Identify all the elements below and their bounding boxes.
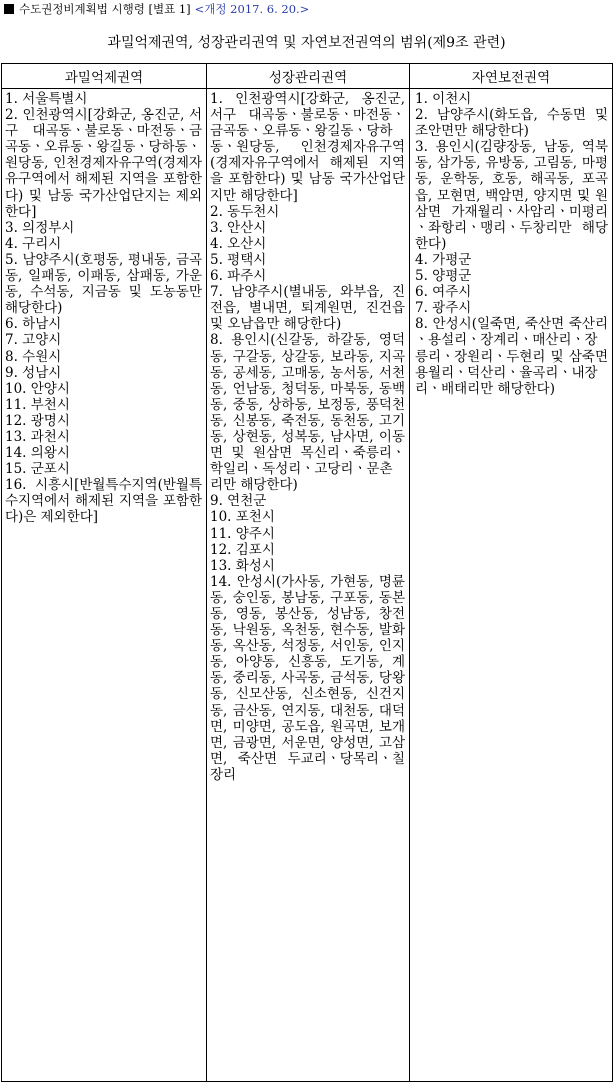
overcrowding-list-item: 1. 서울특별시 — [5, 91, 88, 107]
page-title: 과밀억제권역, 성장관리권역 및 자연보전권역의 범위(제9조 관련) — [107, 35, 506, 51]
overcrowding-list-item: 10. 안양시 — [5, 380, 70, 397]
conservation-list-item: 1. 이천시 — [415, 91, 472, 107]
conservation-list-item: 5. 양평군 — [415, 268, 472, 285]
overcrowding-list-item: 6. 하남시 — [5, 316, 62, 333]
growth-list-item: 7. 남양주시(별내동, 와부읍, 진전읍, 별내면, 퇴계원면, 진건읍 및 오남읍만 해당한다) — [210, 284, 405, 333]
overcrowding-list-item: 2. 인천광역시[강화군, 옹진군, 서구 대곡동ㆍ불로동ㆍ마전동ㆍ금곡동ㆍ오류동ㆍ왕길동ㆍ당하동ㆍ원당동, 인천경제자유구역(경제자유구역에서 해제된 지역을 포함한다) 및 남동 국가산업단지는 제외한다] — [5, 107, 202, 220]
column-header-conservation: 자연보전권역 — [410, 64, 613, 89]
conservation-list-item: 6. 여주시 — [415, 284, 472, 301]
overcrowding-list-item: 13. 과천시 — [5, 428, 70, 445]
growth-list — [210, 91, 405, 783]
law-title: 수도권정비계획법 시행령 [별표 1] — [19, 2, 191, 16]
growth-list-item: 1. 인천광역시[강화군, 옹진군, 서구 대곡동ㆍ불로동ㆍ마전동ㆍ금곡동ㆍ오류동ㆍ왕길동ㆍ당하동ㆍ원당동, 인천경제자유구역(경제자유구역에서 해제된 지역을 포함한다) 및 남동 국가산업단지만 해당한다] — [210, 91, 405, 204]
growth-list-item: 3. 안산시 — [210, 219, 267, 236]
overcrowding-list-item: 15. 군포시 — [5, 461, 70, 478]
overcrowding-list — [5, 91, 202, 526]
overcrowding-list-item: 3. 의정부시 — [5, 219, 75, 236]
overcrowding-list-item: 9. 성남시 — [5, 364, 62, 381]
table-row — [2, 89, 613, 1082]
growth-list-item: 2. 동두천시 — [210, 203, 280, 220]
region-table — [1, 63, 613, 1082]
growth-list-item: 10. 포천시 — [210, 509, 275, 526]
overcrowding-list-item: 16. 시흥시[반월특수지역(반월특수지역에서 해제된 지역을 포함한다)은 제외한다] — [5, 477, 202, 526]
overcrowding-list-item: 11. 부천시 — [5, 396, 70, 413]
overcrowding-list-item: 4. 구리시 — [5, 235, 62, 252]
square-bullet-icon — [4, 4, 14, 14]
conservation-list-item: 2. 남양주시(화도읍, 수동면 및 조안면만 해당한다) — [415, 107, 608, 140]
growth-cell — [207, 89, 410, 1082]
table-header-row — [2, 64, 613, 89]
overcrowding-list-item: 14. 의왕시 — [5, 445, 70, 462]
conservation-list — [415, 91, 608, 397]
growth-list-item: 14. 안성시(가사동, 가현동, 명륜동, 숭인동, 봉남동, 구포동, 동본동, 영동, 봉산동, 성남동, 창전동, 낙원동, 옥천동, 현수동, 발화동, 옥산동, 석정동, 서인동, 인지동, 아양동, 신흥동, 도기동, 계동, 중리동, 사곡동, 금석동, 당왕동, 신모산동, 신소현동, 신건지동, 금산동, 연지동, 대천동, 대덕면, 미양면, 공도읍, 원곡면, 보개면, 금광면, 서운면, 양성면, 고삼면, 죽산면 두교리ㆍ당목리ㆍ칠장리 — [210, 573, 405, 783]
amendment-link[interactable]: <개정 2017. 6. 20.> — [194, 2, 310, 16]
growth-list-item: 5. 평택시 — [210, 251, 267, 268]
conservation-list-item: 7. 광주시 — [415, 300, 472, 317]
growth-list-item: 8. 용인시(신갈동, 하갈동, 영덕동, 구갈동, 상갈동, 보라동, 지곡동, 공세동, 고매동, 농서동, 서천동, 언남동, 청덕동, 마북동, 동백동, 중동, 상하동, 보정동, 풍덕천동, 신봉동, 죽전동, 동천동, 고기동, 상현동, 성복동, 남사면, 이동면 및 원삼면 목신리ㆍ죽릉리ㆍ학일리ㆍ독성리ㆍ고당리ㆍ문촌리만 해당한다) — [210, 332, 405, 494]
conservation-cell — [410, 89, 613, 1082]
growth-list-item: 6. 파주시 — [210, 268, 267, 285]
law-header — [4, 1, 309, 17]
conservation-list-item: 8. 안성시(일죽면, 죽산면 죽산리ㆍ용설리ㆍ장계리ㆍ매산리ㆍ장릉리ㆍ장원리ㆍ두현리 및 삼죽면 용월리ㆍ덕산리ㆍ율곡리ㆍ내장리ㆍ배태리만 해당한다) — [415, 316, 608, 397]
conservation-list-item: 4. 가평군 — [415, 251, 472, 268]
growth-list-item: 9. 연천군 — [210, 493, 267, 510]
overcrowding-list-item: 8. 수원시 — [5, 348, 62, 365]
conservation-list-item: 3. 용인시(김량장동, 남동, 역북동, 삼가동, 유방동, 고림동, 마평동, 운학동, 호동, 해곡동, 포곡읍, 모현면, 백암면, 양지면 및 원삼면 가재월리ㆍ사암리ㆍ미평리ㆍ좌항리ㆍ맹리ㆍ두창리만 해당한다) — [415, 139, 608, 252]
overcrowding-list-item: 12. 광명시 — [5, 412, 70, 429]
growth-list-item: 13. 화성시 — [210, 557, 275, 574]
column-header-growth: 성장관리권역 — [207, 64, 410, 89]
overcrowding-cell — [2, 89, 207, 1082]
growth-list-item: 11. 양주시 — [210, 525, 275, 542]
overcrowding-list-item: 5. 남양주시(호평동, 평내동, 금곡동, 일패동, 이패동, 삼패동, 가운동, 수석동, 지금동 및 도농동만 해당한다) — [5, 251, 202, 317]
column-header-overcrowding: 과밀억제권역 — [2, 64, 207, 89]
growth-list-item: 4. 오산시 — [210, 235, 267, 252]
overcrowding-list-item: 7. 고양시 — [5, 332, 62, 349]
growth-list-viewport — [210, 91, 405, 1081]
growth-list-item: 12. 김포시 — [210, 541, 275, 558]
